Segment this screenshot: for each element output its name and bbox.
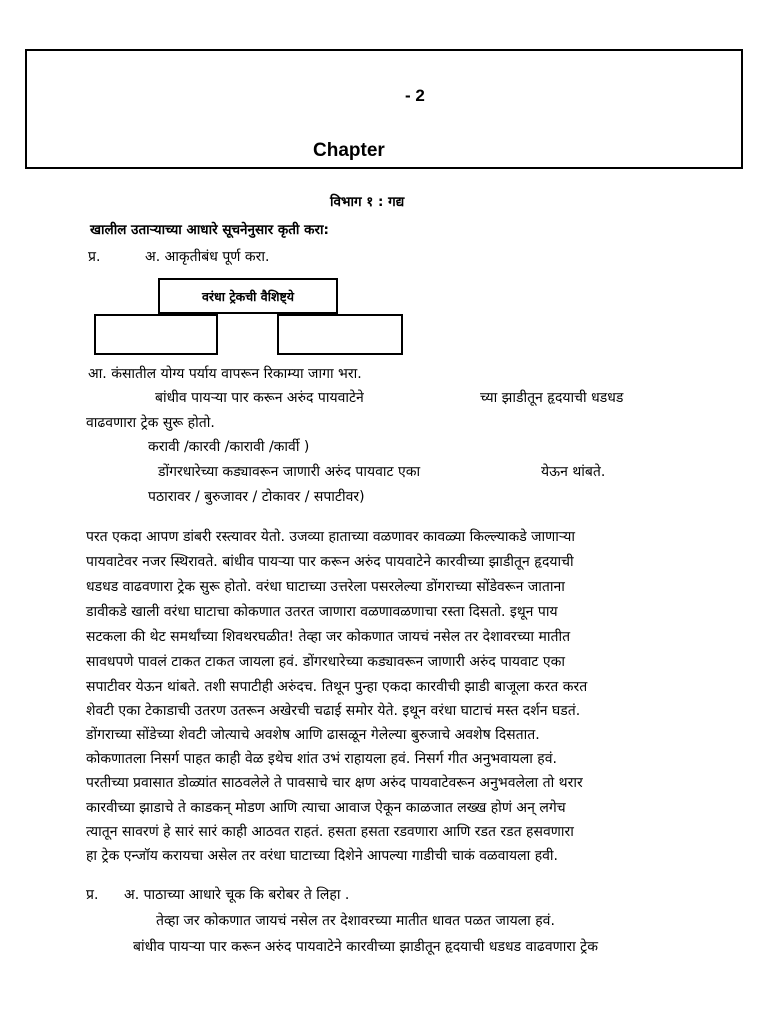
true-false-statement-1: तेव्हा जर कोकणात जायचं नसेल तर देशावरच्या मातीत धावत पळत जायला हवं. bbox=[156, 913, 555, 929]
question-1-label: प्र. bbox=[88, 249, 101, 265]
question-3-text: अ. पाठाच्या आधारे चूक कि बरोबर ते लिहा . bbox=[124, 887, 350, 903]
chapter-title: Chapter bbox=[313, 140, 385, 161]
diagram-answer-box-left bbox=[94, 314, 218, 355]
fill-blank-2-part-a: डोंगरधारेच्या कड्यावरून जाणारी अरुंद पायवाट एका bbox=[158, 464, 421, 480]
passage-line: धडधड वाढवणारा ट्रेक सुरू होतो. वरंधा घाटाच्या उत्तरेला पसरलेल्या डोंगराच्या सोंडेवरून जाताना bbox=[86, 579, 565, 595]
passage-line: परत एकदा आपण डांबरी रस्त्यावर येतो. उजव्या हाताच्या वळणावर कावळ्या किल्ल्याकडे जाणाऱ्या bbox=[86, 529, 575, 545]
fill-blank-1-part-b: च्या झाडीतून हृदयाची धडधड bbox=[480, 390, 624, 406]
true-false-statement-2: बांधीव पायऱ्या पार करून अरुंद पायवाटेने कारवीच्या झाडीतून हृदयाची धडधड वाढवणारा ट्रेक bbox=[133, 939, 598, 955]
question-1-text: अ. आकृतीबंध पूर्ण करा. bbox=[145, 249, 270, 265]
passage-line: पायवाटेवर नजर स्थिरावते. बांधीव पायऱ्या पार करून अरुंद पायवाटेने कारवीच्या झाडीतून हृदयाची bbox=[86, 554, 574, 570]
diagram-title: वरंधा ट्रेकची वैशिष्ट्ये bbox=[201, 288, 294, 304]
fill-blank-1-options: करावी /कारवी /कारावी /कार्वी ) bbox=[148, 439, 310, 455]
passage-line: सटकला की थेट समर्थांच्या शिवथरघळीत! तेव्हा जर कोकणात जायचं नसेल तर देशावरच्या मातीत bbox=[86, 629, 571, 645]
chapter-number: - 2 bbox=[405, 86, 425, 105]
passage-line: शेवटी एका टेकाडाची उतरण उतरून अखेरची चढाई समोर येते. इथून वरंधा घाटाचं मस्त दर्शन घडतं. bbox=[86, 703, 581, 719]
passage-line: हा ट्रेक एन्जॉय करायचा असेल तर वरंधा घाटाच्या दिशेने आपल्या गाडीची चाकं वळवायला हवी. bbox=[86, 848, 559, 864]
diagram-title-box bbox=[158, 278, 338, 314]
fill-blank-1-part-a: बांधीव पायऱ्या पार करून अरुंद पायवाटेने bbox=[155, 390, 364, 406]
fill-blank-2-part-b: येऊन थांबते. bbox=[541, 464, 606, 480]
passage-line: डोंगराच्या सोंडेच्या शेवटी जोत्याचे अवशेष आणि ढासळून गेलेल्या बुरुजाचे अवशेष दिसतात. bbox=[86, 727, 540, 743]
passage-line: कोकणातला निसर्ग पाहत काही वेळ इथेच शांत उभं राहायला हवं. निसर्ग गीत अनुभवायला हवं. bbox=[86, 751, 557, 767]
passage-line: त्यातून सावरणं हे सारं सारं काही आठवत राहतं. हसता हसता रडवणारा आणि रडत रडत हसवणारा bbox=[86, 824, 574, 840]
question-3-label: प्र. bbox=[86, 887, 99, 903]
fill-blank-2-options: पठारावर / बुरुजावर / टोकावर / सपाटीवर) bbox=[148, 489, 365, 505]
question-1 bbox=[88, 247, 269, 267]
question-2-text: आ. कंसातील योग्य पर्याय वापरून रिकाम्या जागा भरा. bbox=[88, 366, 362, 382]
diagram-answer-box-right bbox=[277, 314, 403, 355]
passage-line: परतीच्या प्रवासात डोळ्यांत साठवलेले ते पावसाचे चार क्षण अरुंद पायवाटेवरून अनुभवलेला तो थरार bbox=[86, 775, 583, 791]
section-title: विभाग १ : गद्य bbox=[330, 194, 405, 210]
passage-line: डावीकडे खाली वरंधा घाटाचा कोकणात उतरत जाणारा वळणावळणाचा रस्ता दिसतो. इथून पाय bbox=[86, 604, 558, 620]
passage-line: सावधपणे पावलं टाकत टाकत जायला हवं. डोंगरधारेच्या कड्यावरून जाणारी अरुंद पायवाट एका bbox=[86, 654, 566, 670]
question-3 bbox=[86, 885, 349, 905]
passage-line: सपाटीवर येऊन थांबते. तशी सपाटीही अरुंदच. तिथून पुन्हा एकदा कारवीची झाडी बाजूला करत करत bbox=[86, 679, 588, 695]
passage-line: कारवीच्या झाडाचे ते काडकन् मोडण आणि त्याचा आवाज ऐकून काळजात लख्ख होणं अन् लगेच bbox=[86, 800, 566, 816]
instruction-text: खालील उताऱ्याच्या आधारे सूचनेनुसार कृती करा: bbox=[90, 222, 329, 238]
fill-blank-1-part-c: वाढवणारा ट्रेक सुरू होतो. bbox=[86, 415, 215, 431]
